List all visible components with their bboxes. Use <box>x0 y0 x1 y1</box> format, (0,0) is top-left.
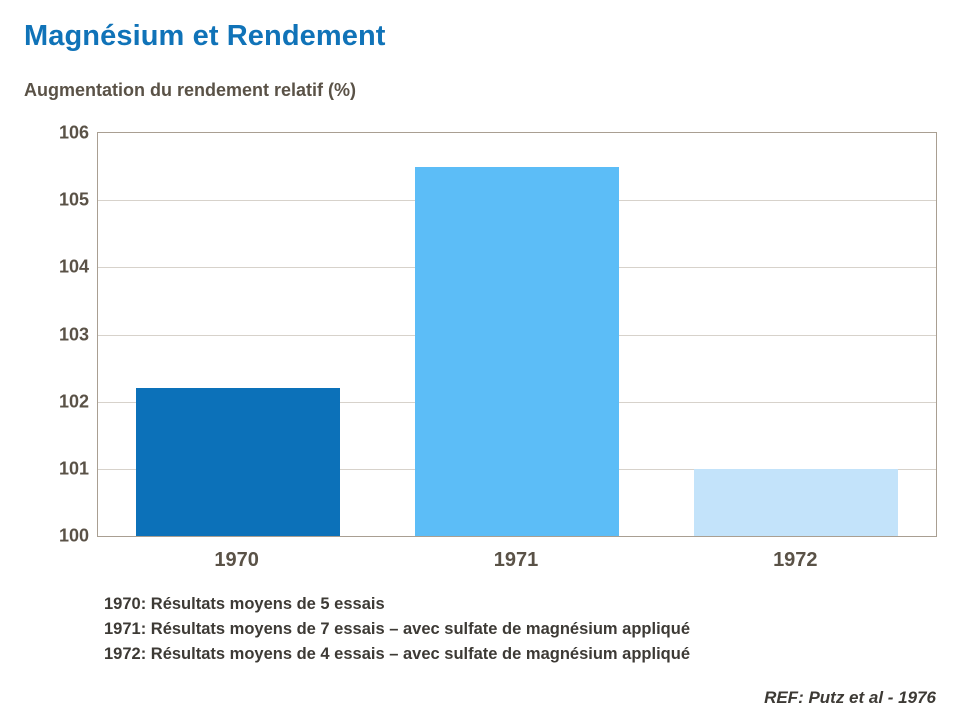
y-axis-tick-label: 100 <box>58 525 89 546</box>
chart-subtitle: Augmentation du rendement relatif (%) <box>24 80 357 100</box>
y-axis-tick-label: 101 <box>58 458 89 479</box>
note-line: 1970: Résultats moyens de 5 essais <box>104 595 385 613</box>
category-axis <box>97 549 937 579</box>
page-title: Magnésium et Rendement <box>24 20 386 52</box>
reference-text: REF: Putz et al - 1976 <box>764 688 936 707</box>
note-line: 1971: Résultats moyens de 7 essais – avec sulfate de magnésium appliqué <box>104 620 691 638</box>
y-axis-tick-label: 104 <box>58 256 89 277</box>
y-axis-tick-label: 103 <box>58 324 89 344</box>
bar <box>136 388 340 536</box>
y-axis-tick-label: 105 <box>58 189 89 210</box>
bar <box>694 469 898 536</box>
y-axis-tick-label: 102 <box>58 391 89 412</box>
y-axis-tick-label: 106 <box>58 122 89 143</box>
bar-chart <box>24 120 940 571</box>
category-label: 1971 <box>493 549 539 571</box>
chart-notes <box>104 592 690 667</box>
bar <box>415 167 619 536</box>
note-line: 1972: Résultats moyens de 4 essais – avec sulfate de magnésium appliqué <box>104 645 691 663</box>
plot-area <box>58 122 937 546</box>
category-label: 1972 <box>773 549 818 571</box>
category-label: 1970 <box>214 549 259 571</box>
